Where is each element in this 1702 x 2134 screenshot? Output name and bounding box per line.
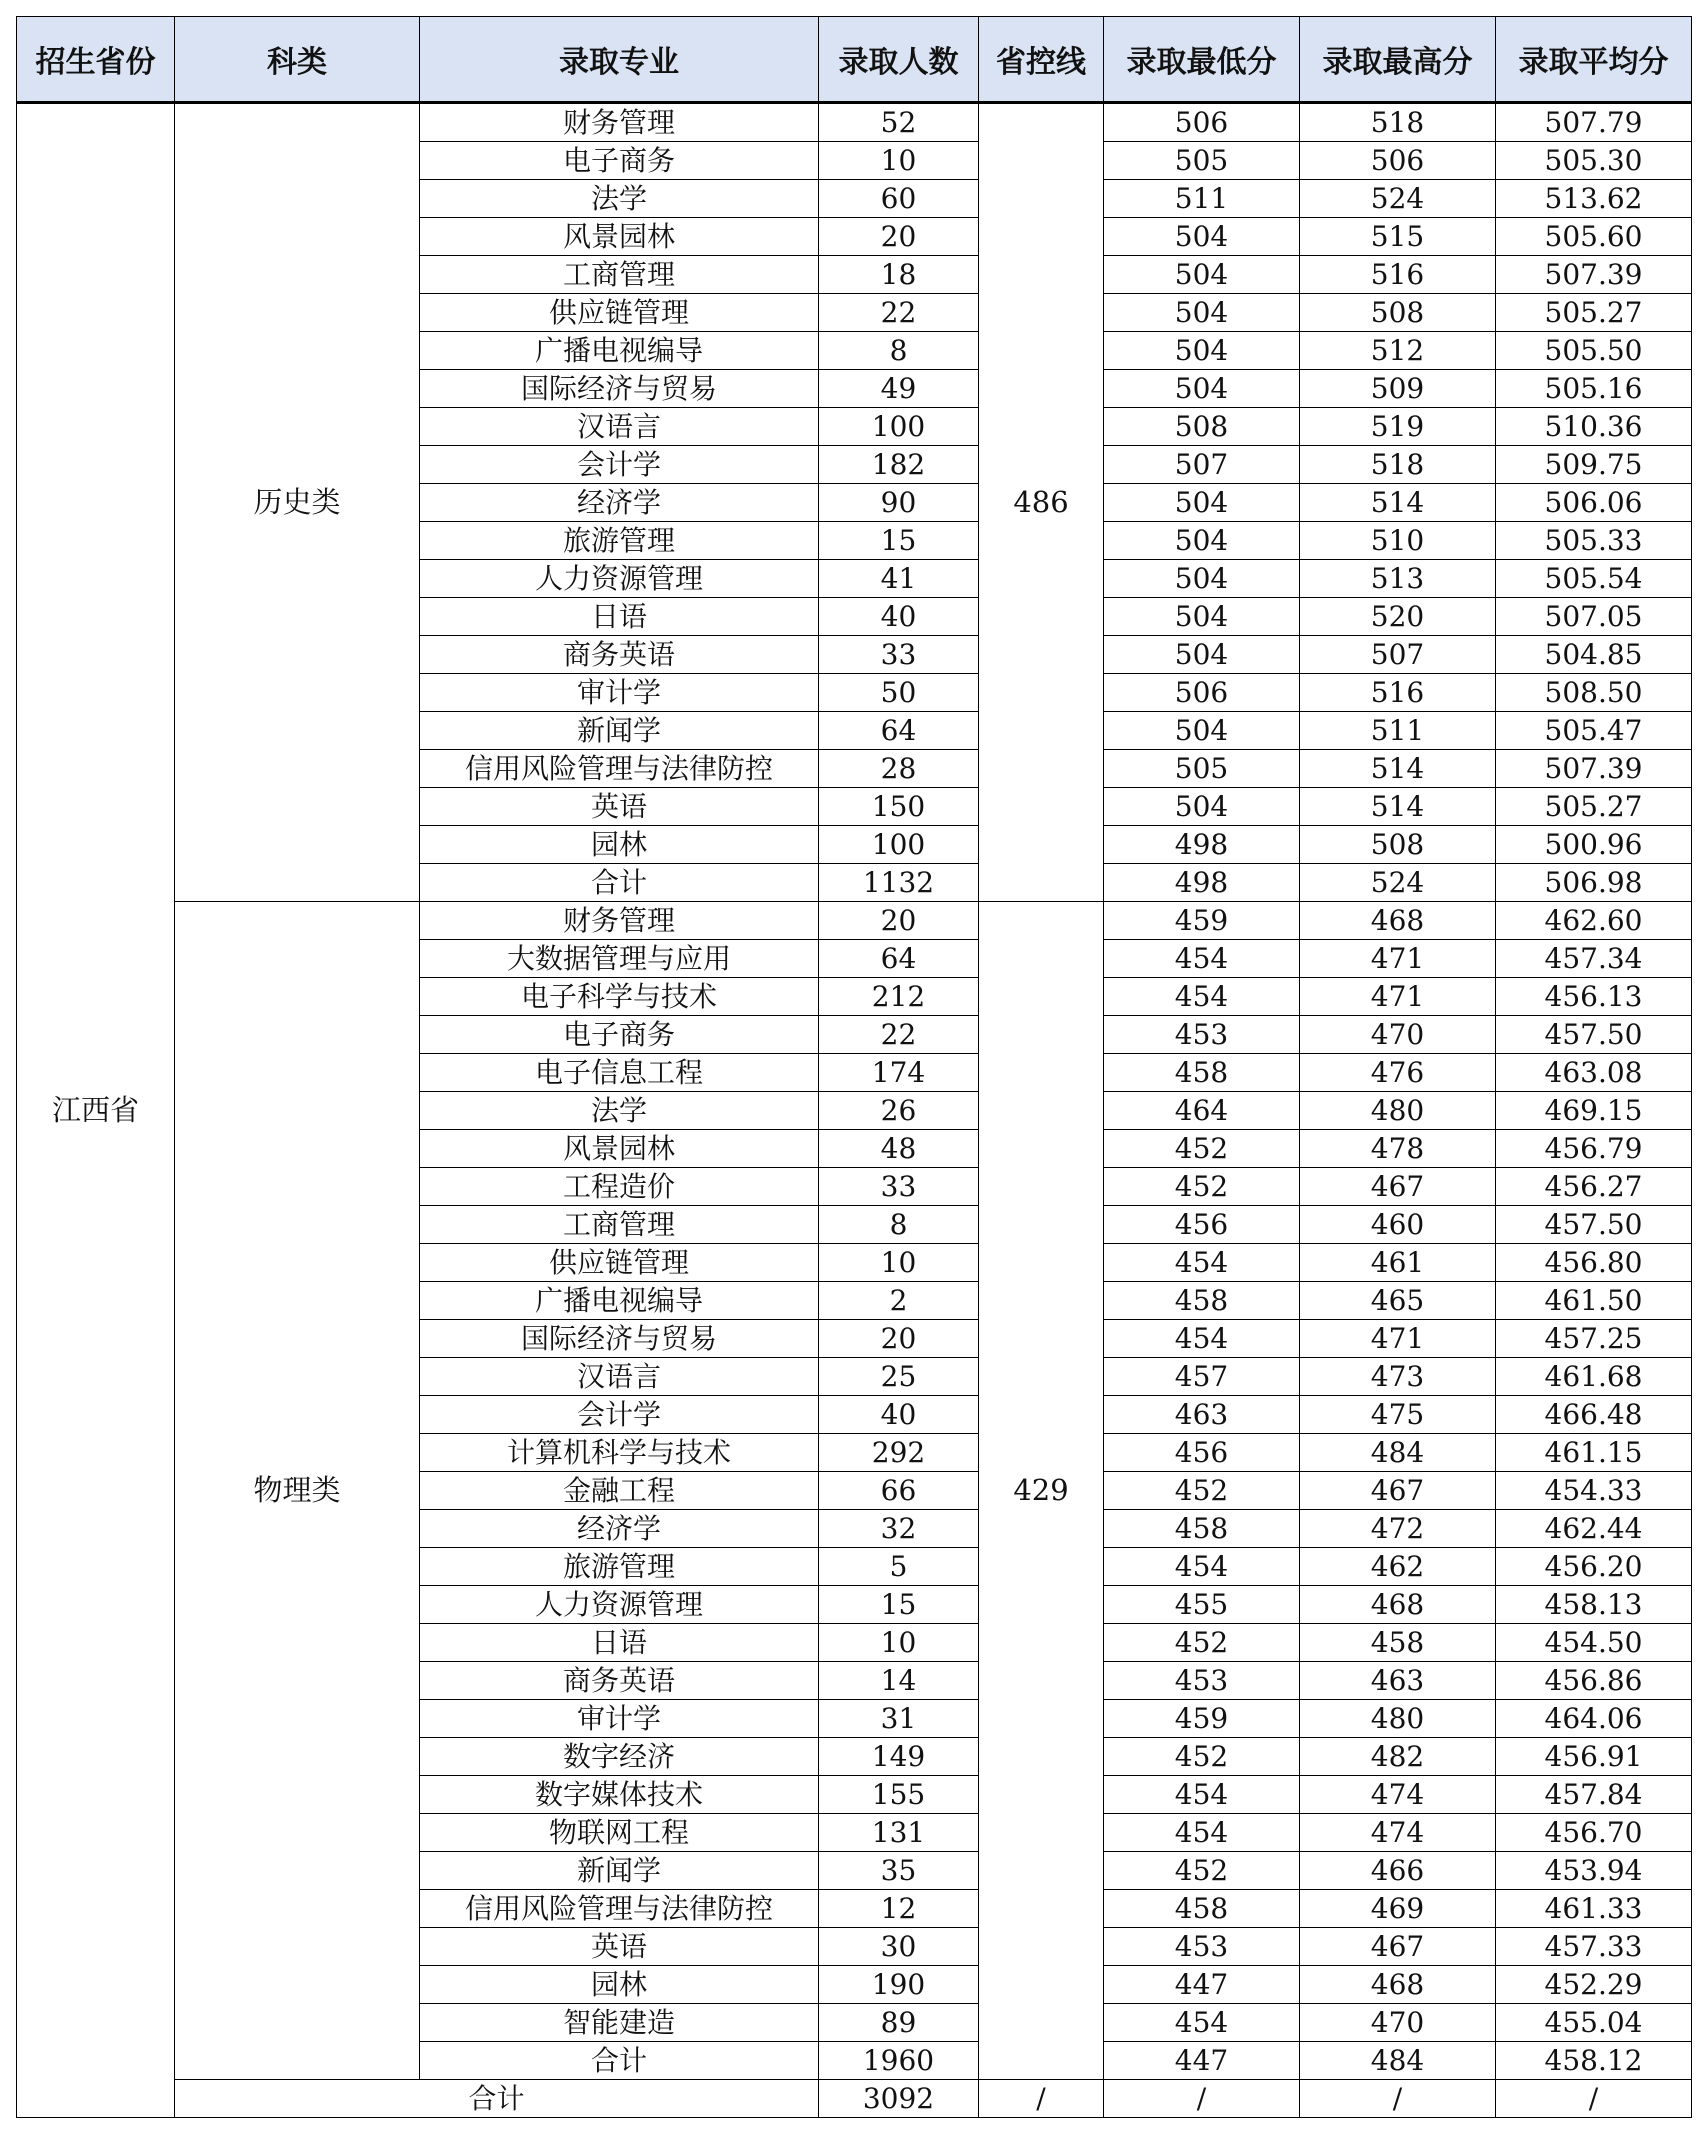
avg-score-cell: 513.62 xyxy=(1496,180,1692,218)
avg-score-cell: 505.27 xyxy=(1496,788,1692,826)
grand-total-control-line: / xyxy=(979,2080,1104,2118)
max-score-cell: 518 xyxy=(1300,103,1496,142)
avg-score-cell: 457.34 xyxy=(1496,940,1692,978)
min-score-cell: 504 xyxy=(1104,332,1300,370)
max-score-cell: 516 xyxy=(1300,674,1496,712)
avg-score-cell: 461.68 xyxy=(1496,1358,1692,1396)
avg-score-cell: 463.08 xyxy=(1496,1054,1692,1092)
header-avg-score: 录取平均分 xyxy=(1496,17,1692,103)
min-score-cell: 504 xyxy=(1104,484,1300,522)
min-score-cell: 504 xyxy=(1104,712,1300,750)
max-score-cell: 482 xyxy=(1300,1738,1496,1776)
admitted-count-cell: 50 xyxy=(819,674,979,712)
min-score-cell: 454 xyxy=(1104,978,1300,1016)
table-row xyxy=(17,902,1692,940)
major-cell: 日语 xyxy=(420,598,819,636)
min-score-cell: 454 xyxy=(1104,940,1300,978)
major-cell: 电子科学与技术 xyxy=(420,978,819,1016)
min-score-cell: 459 xyxy=(1104,902,1300,940)
major-cell: 汉语言 xyxy=(420,1358,819,1396)
major-cell: 智能建造 xyxy=(420,2004,819,2042)
major-cell: 数字经济 xyxy=(420,1738,819,1776)
max-score-cell: 471 xyxy=(1300,940,1496,978)
avg-score-cell: 507.39 xyxy=(1496,750,1692,788)
max-score-cell: 507 xyxy=(1300,636,1496,674)
table-body xyxy=(17,103,1692,2118)
max-score-cell: 512 xyxy=(1300,332,1496,370)
max-score-cell: 473 xyxy=(1300,1358,1496,1396)
min-score-cell: 511 xyxy=(1104,180,1300,218)
min-score-cell: 504 xyxy=(1104,788,1300,826)
admitted-count-cell: 292 xyxy=(819,1434,979,1472)
max-score-cell: 474 xyxy=(1300,1814,1496,1852)
avg-score-cell: 456.20 xyxy=(1496,1548,1692,1586)
avg-score-cell: 457.50 xyxy=(1496,1016,1692,1054)
major-cell: 商务英语 xyxy=(420,1662,819,1700)
major-cell: 金融工程 xyxy=(420,1472,819,1510)
min-score-cell: 504 xyxy=(1104,218,1300,256)
avg-score-cell: 454.33 xyxy=(1496,1472,1692,1510)
min-score-cell: 454 xyxy=(1104,1814,1300,1852)
admitted-count-cell: 8 xyxy=(819,1206,979,1244)
avg-score-cell: 469.15 xyxy=(1496,1092,1692,1130)
max-score-cell: 468 xyxy=(1300,902,1496,940)
major-cell: 风景园林 xyxy=(420,1130,819,1168)
max-score-cell: 514 xyxy=(1300,484,1496,522)
major-cell: 汉语言 xyxy=(420,408,819,446)
admitted-count-cell: 33 xyxy=(819,636,979,674)
admitted-count-cell: 31 xyxy=(819,1700,979,1738)
admitted-count-cell: 26 xyxy=(819,1092,979,1130)
min-score-cell: 504 xyxy=(1104,636,1300,674)
major-cell: 电子信息工程 xyxy=(420,1054,819,1092)
major-cell: 经济学 xyxy=(420,484,819,522)
table-row xyxy=(17,103,1692,142)
avg-score-cell: 505.30 xyxy=(1496,142,1692,180)
max-score-cell: 474 xyxy=(1300,1776,1496,1814)
header-min-score: 录取最低分 xyxy=(1104,17,1300,103)
major-cell: 国际经济与贸易 xyxy=(420,370,819,408)
major-cell: 审计学 xyxy=(420,1700,819,1738)
avg-score-cell: 456.80 xyxy=(1496,1244,1692,1282)
max-score-cell: 524 xyxy=(1300,864,1496,902)
admission-table xyxy=(16,16,1692,2118)
min-score-cell: 452 xyxy=(1104,1738,1300,1776)
major-cell: 数字媒体技术 xyxy=(420,1776,819,1814)
major-cell: 园林 xyxy=(420,826,819,864)
max-score-cell: 463 xyxy=(1300,1662,1496,1700)
admitted-count-cell: 33 xyxy=(819,1168,979,1206)
avg-score-cell: 454.50 xyxy=(1496,1624,1692,1662)
min-score-cell: 456 xyxy=(1104,1434,1300,1472)
max-score-cell: 467 xyxy=(1300,1928,1496,1966)
min-score-cell: 507 xyxy=(1104,446,1300,484)
major-cell: 商务英语 xyxy=(420,636,819,674)
max-score-cell: 514 xyxy=(1300,788,1496,826)
avg-score-cell: 458.13 xyxy=(1496,1586,1692,1624)
major-cell: 法学 xyxy=(420,180,819,218)
grand-total-label: 合计 xyxy=(175,2080,819,2118)
major-cell: 财务管理 xyxy=(420,103,819,142)
min-score-cell: 454 xyxy=(1104,1244,1300,1282)
admitted-count-cell: 155 xyxy=(819,1776,979,1814)
admitted-count-cell: 150 xyxy=(819,788,979,826)
max-score-cell: 506 xyxy=(1300,142,1496,180)
major-cell: 信用风险管理与法律防控 xyxy=(420,1890,819,1928)
avg-score-cell: 466.48 xyxy=(1496,1396,1692,1434)
major-cell: 合计 xyxy=(420,2042,819,2080)
admitted-count-cell: 32 xyxy=(819,1510,979,1548)
admitted-count-cell: 10 xyxy=(819,1624,979,1662)
admitted-count-cell: 28 xyxy=(819,750,979,788)
min-score-cell: 504 xyxy=(1104,598,1300,636)
admitted-count-cell: 20 xyxy=(819,902,979,940)
max-score-cell: 462 xyxy=(1300,1548,1496,1586)
avg-score-cell: 462.60 xyxy=(1496,902,1692,940)
header-max-score: 录取最高分 xyxy=(1300,17,1496,103)
max-score-cell: 476 xyxy=(1300,1054,1496,1092)
admitted-count-cell: 212 xyxy=(819,978,979,1016)
min-score-cell: 458 xyxy=(1104,1510,1300,1548)
admitted-count-cell: 1960 xyxy=(819,2042,979,2080)
major-cell: 会计学 xyxy=(420,446,819,484)
avg-score-cell: 456.79 xyxy=(1496,1130,1692,1168)
min-score-cell: 452 xyxy=(1104,1168,1300,1206)
admitted-count-cell: 190 xyxy=(819,1966,979,2004)
min-score-cell: 505 xyxy=(1104,142,1300,180)
admitted-count-cell: 131 xyxy=(819,1814,979,1852)
avg-score-cell: 505.47 xyxy=(1496,712,1692,750)
avg-score-cell: 505.16 xyxy=(1496,370,1692,408)
admitted-count-cell: 10 xyxy=(819,1244,979,1282)
admitted-count-cell: 60 xyxy=(819,180,979,218)
admitted-count-cell: 15 xyxy=(819,1586,979,1624)
admitted-count-cell: 2 xyxy=(819,1282,979,1320)
min-score-cell: 458 xyxy=(1104,1054,1300,1092)
grand-total-avg: / xyxy=(1496,2080,1692,2118)
max-score-cell: 470 xyxy=(1300,2004,1496,2042)
admitted-count-cell: 52 xyxy=(819,103,979,142)
major-cell: 英语 xyxy=(420,788,819,826)
avg-score-cell: 505.27 xyxy=(1496,294,1692,332)
major-cell: 会计学 xyxy=(420,1396,819,1434)
major-cell: 计算机科学与技术 xyxy=(420,1434,819,1472)
max-score-cell: 516 xyxy=(1300,256,1496,294)
min-score-cell: 454 xyxy=(1104,1776,1300,1814)
max-score-cell: 472 xyxy=(1300,1510,1496,1548)
min-score-cell: 452 xyxy=(1104,1624,1300,1662)
avg-score-cell: 507.39 xyxy=(1496,256,1692,294)
major-cell: 人力资源管理 xyxy=(420,1586,819,1624)
admitted-count-cell: 18 xyxy=(819,256,979,294)
min-score-cell: 464 xyxy=(1104,1092,1300,1130)
admitted-count-cell: 64 xyxy=(819,712,979,750)
avg-score-cell: 457.84 xyxy=(1496,1776,1692,1814)
avg-score-cell: 500.96 xyxy=(1496,826,1692,864)
max-score-cell: 515 xyxy=(1300,218,1496,256)
max-score-cell: 467 xyxy=(1300,1472,1496,1510)
min-score-cell: 459 xyxy=(1104,1700,1300,1738)
admitted-count-cell: 35 xyxy=(819,1852,979,1890)
admitted-count-cell: 40 xyxy=(819,1396,979,1434)
category-cell: 历史类 xyxy=(175,103,420,902)
min-score-cell: 453 xyxy=(1104,1928,1300,1966)
min-score-cell: 505 xyxy=(1104,750,1300,788)
category-cell: 物理类 xyxy=(175,902,420,2080)
major-cell: 大数据管理与应用 xyxy=(420,940,819,978)
max-score-cell: 469 xyxy=(1300,1890,1496,1928)
control-line-cell: 429 xyxy=(979,902,1104,2080)
max-score-cell: 471 xyxy=(1300,1320,1496,1358)
max-score-cell: 508 xyxy=(1300,826,1496,864)
min-score-cell: 452 xyxy=(1104,1130,1300,1168)
avg-score-cell: 456.91 xyxy=(1496,1738,1692,1776)
avg-score-cell: 457.33 xyxy=(1496,1928,1692,1966)
avg-score-cell: 506.98 xyxy=(1496,864,1692,902)
avg-score-cell: 464.06 xyxy=(1496,1700,1692,1738)
admitted-count-cell: 12 xyxy=(819,1890,979,1928)
header-row xyxy=(17,17,1692,103)
min-score-cell: 452 xyxy=(1104,1472,1300,1510)
avg-score-cell: 505.33 xyxy=(1496,522,1692,560)
min-score-cell: 454 xyxy=(1104,1548,1300,1586)
max-score-cell: 468 xyxy=(1300,1966,1496,2004)
major-cell: 财务管理 xyxy=(420,902,819,940)
max-score-cell: 458 xyxy=(1300,1624,1496,1662)
avg-score-cell: 456.13 xyxy=(1496,978,1692,1016)
avg-score-cell: 461.50 xyxy=(1496,1282,1692,1320)
avg-score-cell: 457.25 xyxy=(1496,1320,1692,1358)
avg-score-cell: 507.79 xyxy=(1496,103,1692,142)
min-score-cell: 452 xyxy=(1104,1852,1300,1890)
min-score-cell: 456 xyxy=(1104,1206,1300,1244)
max-score-cell: 513 xyxy=(1300,560,1496,598)
admitted-count-cell: 66 xyxy=(819,1472,979,1510)
max-score-cell: 460 xyxy=(1300,1206,1496,1244)
admitted-count-cell: 8 xyxy=(819,332,979,370)
admission-table-sheet xyxy=(16,16,1692,2118)
major-cell: 法学 xyxy=(420,1092,819,1130)
min-score-cell: 498 xyxy=(1104,864,1300,902)
max-score-cell: 510 xyxy=(1300,522,1496,560)
admitted-count-cell: 22 xyxy=(819,1016,979,1054)
max-score-cell: 471 xyxy=(1300,978,1496,1016)
avg-score-cell: 461.15 xyxy=(1496,1434,1692,1472)
major-cell: 新闻学 xyxy=(420,712,819,750)
avg-score-cell: 462.44 xyxy=(1496,1510,1692,1548)
province-cell: 江西省 xyxy=(17,103,175,2118)
min-score-cell: 504 xyxy=(1104,256,1300,294)
admitted-count-cell: 89 xyxy=(819,2004,979,2042)
max-score-cell: 484 xyxy=(1300,1434,1496,1472)
control-line-cell: 486 xyxy=(979,103,1104,902)
major-cell: 工程造价 xyxy=(420,1168,819,1206)
major-cell: 信用风险管理与法律防控 xyxy=(420,750,819,788)
avg-score-cell: 507.05 xyxy=(1496,598,1692,636)
major-cell: 旅游管理 xyxy=(420,1548,819,1586)
admitted-count-cell: 20 xyxy=(819,218,979,256)
major-cell: 审计学 xyxy=(420,674,819,712)
major-cell: 旅游管理 xyxy=(420,522,819,560)
max-score-cell: 468 xyxy=(1300,1586,1496,1624)
major-cell: 电子商务 xyxy=(420,142,819,180)
major-cell: 广播电视编导 xyxy=(420,332,819,370)
grand-total-row xyxy=(17,2080,1692,2118)
min-score-cell: 504 xyxy=(1104,560,1300,598)
min-score-cell: 453 xyxy=(1104,1016,1300,1054)
min-score-cell: 504 xyxy=(1104,522,1300,560)
admitted-count-cell: 100 xyxy=(819,826,979,864)
max-score-cell: 514 xyxy=(1300,750,1496,788)
max-score-cell: 519 xyxy=(1300,408,1496,446)
avg-score-cell: 506.06 xyxy=(1496,484,1692,522)
major-cell: 经济学 xyxy=(420,1510,819,1548)
min-score-cell: 458 xyxy=(1104,1282,1300,1320)
major-cell: 园林 xyxy=(420,1966,819,2004)
avg-score-cell: 456.27 xyxy=(1496,1168,1692,1206)
max-score-cell: 465 xyxy=(1300,1282,1496,1320)
max-score-cell: 511 xyxy=(1300,712,1496,750)
max-score-cell: 518 xyxy=(1300,446,1496,484)
avg-score-cell: 453.94 xyxy=(1496,1852,1692,1890)
avg-score-cell: 458.12 xyxy=(1496,2042,1692,2080)
avg-score-cell: 505.50 xyxy=(1496,332,1692,370)
grand-total-max: / xyxy=(1300,2080,1496,2118)
admitted-count-cell: 14 xyxy=(819,1662,979,1700)
max-score-cell: 478 xyxy=(1300,1130,1496,1168)
major-cell: 供应链管理 xyxy=(420,1244,819,1282)
admitted-count-cell: 149 xyxy=(819,1738,979,1776)
header-major: 录取专业 xyxy=(420,17,819,103)
grand-total-min: / xyxy=(1104,2080,1300,2118)
header-category: 科类 xyxy=(175,17,420,103)
min-score-cell: 453 xyxy=(1104,1662,1300,1700)
header-control-line: 省控线 xyxy=(979,17,1104,103)
min-score-cell: 504 xyxy=(1104,294,1300,332)
major-cell: 合计 xyxy=(420,864,819,902)
admitted-count-cell: 10 xyxy=(819,142,979,180)
min-score-cell: 455 xyxy=(1104,1586,1300,1624)
major-cell: 物联网工程 xyxy=(420,1814,819,1852)
admitted-count-cell: 174 xyxy=(819,1054,979,1092)
max-score-cell: 467 xyxy=(1300,1168,1496,1206)
admitted-count-cell: 41 xyxy=(819,560,979,598)
max-score-cell: 480 xyxy=(1300,1700,1496,1738)
admitted-count-cell: 64 xyxy=(819,940,979,978)
admitted-count-cell: 15 xyxy=(819,522,979,560)
header-province: 招生省份 xyxy=(17,17,175,103)
min-score-cell: 447 xyxy=(1104,1966,1300,2004)
admitted-count-cell: 5 xyxy=(819,1548,979,1586)
max-score-cell: 461 xyxy=(1300,1244,1496,1282)
min-score-cell: 504 xyxy=(1104,370,1300,408)
max-score-cell: 470 xyxy=(1300,1016,1496,1054)
max-score-cell: 524 xyxy=(1300,180,1496,218)
major-cell: 英语 xyxy=(420,1928,819,1966)
header-admitted-count: 录取人数 xyxy=(819,17,979,103)
max-score-cell: 484 xyxy=(1300,2042,1496,2080)
major-cell: 工商管理 xyxy=(420,1206,819,1244)
admitted-count-cell: 20 xyxy=(819,1320,979,1358)
grand-total-count: 3092 xyxy=(819,2080,979,2118)
max-score-cell: 475 xyxy=(1300,1396,1496,1434)
admitted-count-cell: 49 xyxy=(819,370,979,408)
min-score-cell: 457 xyxy=(1104,1358,1300,1396)
avg-score-cell: 457.50 xyxy=(1496,1206,1692,1244)
min-score-cell: 506 xyxy=(1104,103,1300,142)
min-score-cell: 458 xyxy=(1104,1890,1300,1928)
admitted-count-cell: 22 xyxy=(819,294,979,332)
max-score-cell: 480 xyxy=(1300,1092,1496,1130)
max-score-cell: 508 xyxy=(1300,294,1496,332)
avg-score-cell: 452.29 xyxy=(1496,1966,1692,2004)
admitted-count-cell: 25 xyxy=(819,1358,979,1396)
avg-score-cell: 456.70 xyxy=(1496,1814,1692,1852)
min-score-cell: 508 xyxy=(1104,408,1300,446)
max-score-cell: 466 xyxy=(1300,1852,1496,1890)
avg-score-cell: 456.86 xyxy=(1496,1662,1692,1700)
admitted-count-cell: 40 xyxy=(819,598,979,636)
min-score-cell: 506 xyxy=(1104,674,1300,712)
max-score-cell: 520 xyxy=(1300,598,1496,636)
major-cell: 国际经济与贸易 xyxy=(420,1320,819,1358)
avg-score-cell: 504.85 xyxy=(1496,636,1692,674)
min-score-cell: 498 xyxy=(1104,826,1300,864)
avg-score-cell: 461.33 xyxy=(1496,1890,1692,1928)
major-cell: 工商管理 xyxy=(420,256,819,294)
major-cell: 电子商务 xyxy=(420,1016,819,1054)
min-score-cell: 463 xyxy=(1104,1396,1300,1434)
admitted-count-cell: 48 xyxy=(819,1130,979,1168)
avg-score-cell: 509.75 xyxy=(1496,446,1692,484)
avg-score-cell: 505.60 xyxy=(1496,218,1692,256)
min-score-cell: 447 xyxy=(1104,2042,1300,2080)
admitted-count-cell: 100 xyxy=(819,408,979,446)
avg-score-cell: 508.50 xyxy=(1496,674,1692,712)
avg-score-cell: 505.54 xyxy=(1496,560,1692,598)
min-score-cell: 454 xyxy=(1104,2004,1300,2042)
max-score-cell: 509 xyxy=(1300,370,1496,408)
admitted-count-cell: 90 xyxy=(819,484,979,522)
major-cell: 日语 xyxy=(420,1624,819,1662)
admitted-count-cell: 1132 xyxy=(819,864,979,902)
major-cell: 供应链管理 xyxy=(420,294,819,332)
major-cell: 新闻学 xyxy=(420,1852,819,1890)
major-cell: 广播电视编导 xyxy=(420,1282,819,1320)
major-cell: 风景园林 xyxy=(420,218,819,256)
avg-score-cell: 455.04 xyxy=(1496,2004,1692,2042)
min-score-cell: 454 xyxy=(1104,1320,1300,1358)
admitted-count-cell: 182 xyxy=(819,446,979,484)
major-cell: 人力资源管理 xyxy=(420,560,819,598)
avg-score-cell: 510.36 xyxy=(1496,408,1692,446)
admitted-count-cell: 30 xyxy=(819,1928,979,1966)
